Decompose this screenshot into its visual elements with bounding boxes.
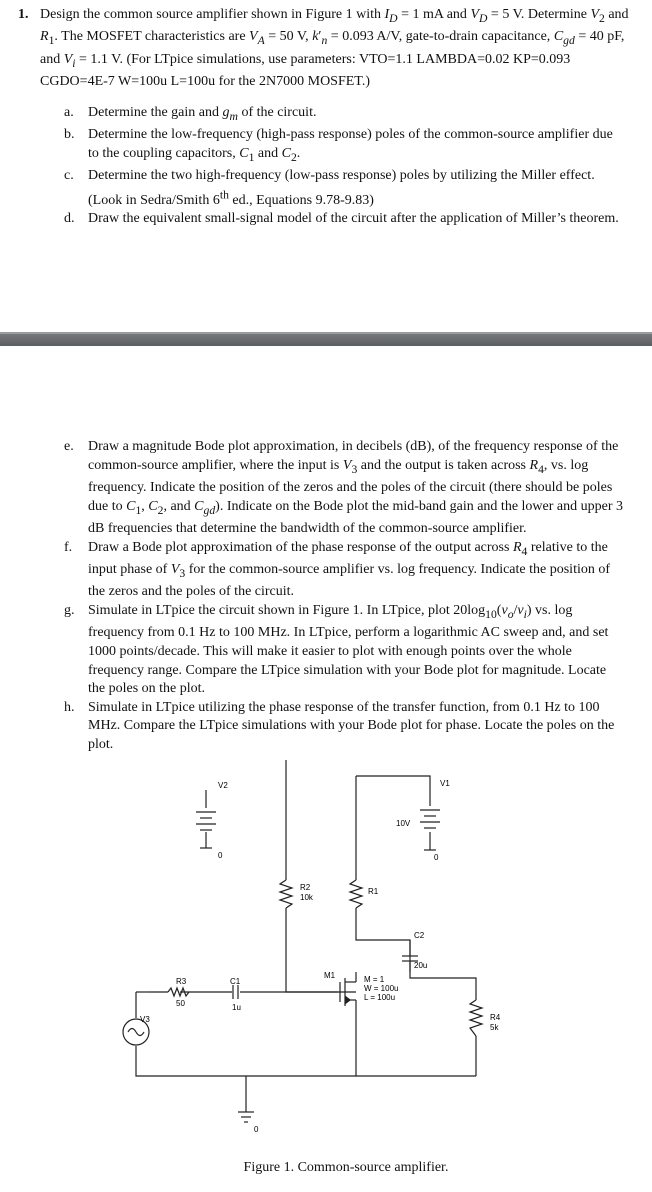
m1-w-param: W = 100u: [364, 984, 399, 993]
r3-label: R3: [176, 977, 187, 986]
page-divider: [0, 332, 652, 346]
item-text: Simulate in LTpice the circuit shown in Figure 1. In LTpice, plot $20\log_{10}(v_o/v_i)$ vs. log frequency from 0.1 Hz to 100 MHz. In LTpice, perform a logarithmic AC sweep and, and set 1000 points/decade. This will make it easier to plot with enough points over the whole frequency range. Compare the LTpice simulation with your Bode plot for magnitude. Locate the poles on the plot.: [88, 602, 609, 697]
r1-resistor: [350, 880, 362, 908]
r4-value: 5k: [490, 1023, 499, 1032]
item-c: [64, 167, 624, 210]
m1-label: M1: [324, 971, 336, 980]
r2-label: R2: [300, 883, 311, 892]
items-bottom-list: [64, 438, 624, 754]
item-d: [64, 210, 624, 229]
question-body: Design the common source amplifier shown in Figure 1 with $I_D = 1$ mA and $V_D = 5$ V. Determine $V_2$ and $R_1$. The MOSFET characteristics are $V_A = 50$ V, $k'_n = 0.093$ A/V, gate-to-drain capacitance, $C_{gd} = 40$ pF, and $V_i = 1.1$ V. (For LTpice simulations, use parameters: VTO=1.1 LAMBDA=0.02 KP=0.093 CGDO=4E-7 W=100u L=100u for the 2N7000 MOSFET.): [40, 7, 629, 90]
item-b: [64, 126, 624, 167]
question-number: 1.: [18, 7, 29, 22]
item-text: Simulate in LTpice utilizing the phase response of the transfer function, from 0.1 Hz to 100 MHz. Compare the LTpice simulations with your Bode plot for phase. Locate the poles on the plot.: [88, 699, 615, 752]
item-text: Determine the low-frequency (high-pass response) poles of the common-source amplifier due to the coupling capacitors, $C_1$ and $C_2$.: [88, 127, 613, 164]
item-label: d.: [64, 211, 75, 227]
r4-label: R4: [490, 1013, 501, 1022]
v1-ground-label: 0: [434, 853, 439, 862]
v1-label: V1: [440, 779, 450, 788]
c2-value: 20u: [414, 961, 428, 970]
item-h: [64, 699, 624, 755]
wire-r1-drain: [356, 908, 410, 972]
c1-value: 1u: [232, 1003, 241, 1012]
item-text: Draw the equivalent small-signal model of the circuit after the application of Miller’s theorem.: [88, 211, 619, 227]
r2-value: 10k: [300, 893, 313, 902]
wire-source-rail: [356, 1000, 476, 1076]
item-text: Draw a magnitude Bode plot approximation, in decibels (dB), of the frequency response of the common-source amplifier, where the input is $V_3$ and the output is taken across $R_4$, vs. log frequency. Indicate the position of the zeros and the poles of the circuit (there should be poles due to $C_1$, $C_2$, and $C_{gd}$). Indicate on the Bode plot the mid-band gain and the lower and upper 3 dB frequencies that determine the bandwidth of the common-source amplifier.: [88, 439, 623, 536]
v1-value: 10V: [396, 819, 411, 828]
item-e: [64, 438, 624, 539]
c1-capacitor: [233, 985, 238, 999]
m1-l-param: L = 100u: [364, 993, 396, 1002]
wire-v3-ground: [136, 1046, 246, 1076]
item-label: f.: [64, 539, 73, 555]
r2-resistor: [280, 880, 292, 908]
ground-symbol: [238, 1112, 254, 1122]
question-1: [18, 6, 638, 92]
item-label: c.: [64, 168, 74, 184]
r4-resistor: [470, 1000, 482, 1036]
item-g: [64, 602, 624, 699]
item-label: h.: [64, 699, 75, 715]
circuit-schematic: [0, 760, 652, 1160]
r3-value: 50: [176, 999, 185, 1008]
v2-label: V2: [218, 781, 228, 790]
r1-label: R1: [368, 887, 379, 896]
item-a: [64, 104, 624, 126]
wire-c2-r4: [410, 972, 476, 1000]
c1-label: C1: [230, 977, 241, 986]
wire-top-to-v1: [356, 776, 430, 790]
figure-caption: Figure 1. Common-source amplifier.: [243, 1160, 449, 1175]
item-label: b.: [64, 127, 75, 143]
item-f: [64, 539, 624, 602]
item-text: Determine the two high-frequency (low-pass response) poles by utilizing the Miller effect. (Look in Sedra/Smith 6th ed., Equations 9.78-9.83): [88, 168, 595, 208]
v2-ground-label: 0: [218, 851, 223, 860]
c2-label: C2: [414, 931, 425, 940]
m1-mosfet: [340, 972, 356, 1006]
ground-label: 0: [254, 1125, 259, 1134]
item-text: Determine the gain and $g_m$ of the circuit.: [88, 105, 317, 123]
m1-m-param: M = 1: [364, 975, 385, 984]
item-label: g.: [64, 602, 75, 618]
item-text: Draw a Bode plot approximation of the phase response of the output across $R_4$ relative to the input phase of $V_3$ for the common-source amplifier vs. log frequency. Indicate the position of the zeros and the poles of the circuit.: [88, 539, 611, 600]
items-top-list: [64, 104, 624, 229]
v3-label: V3: [140, 1015, 150, 1024]
item-label: a.: [64, 105, 74, 120]
item-label: e.: [64, 439, 74, 454]
